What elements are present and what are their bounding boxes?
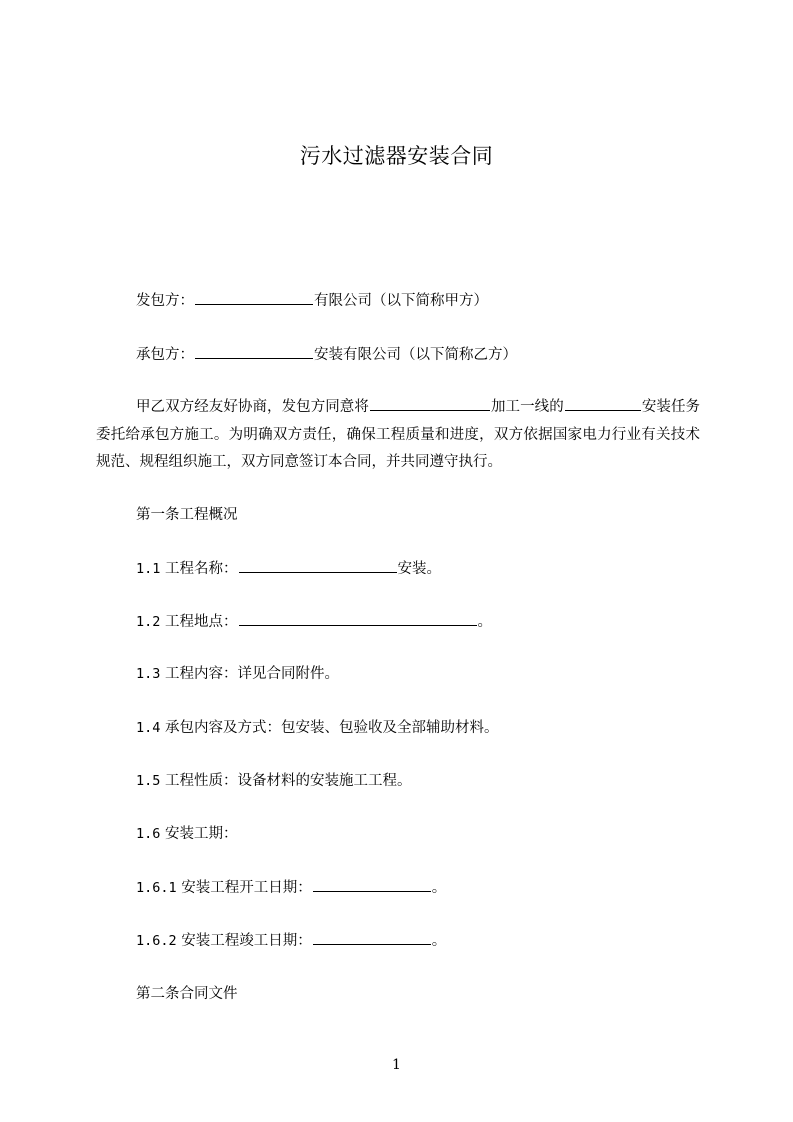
item-1-3 [136,663,339,685]
item-1-5-number: 1.5 [136,773,161,789]
intro-paragraph [96,394,700,477]
item-1-6-number: 1.6 [136,826,161,842]
item-1-3-number: 1.3 [136,666,161,682]
item-1-4-number: 1.4 [136,720,161,736]
item-1-6-1-number: 1.6.1 [136,880,177,896]
item-1-6-1-suffix: 。 [431,880,447,896]
item-1-1 [136,557,441,580]
item-1-1-label: 工程名称： [165,561,238,577]
item-1-6-2 [136,929,446,952]
item-1-6-text: 安装工期： [165,826,238,842]
article-1-heading: 第一条工程概况 [136,507,238,523]
party-b-suffix: 安装有限公司（以下简称乙方） [314,347,517,363]
intro-blank-1 [370,395,490,411]
item-1-1-number: 1.1 [136,561,161,577]
intro-part2: 加工一线的 [490,399,564,415]
party-b-blank [195,343,313,359]
item-1-2-suffix: 。 [477,614,492,630]
party-a-line [136,289,488,312]
party-a-blank [195,289,313,305]
document-title: 污水过滤器安装合同 [299,144,494,168]
item-1-2-label: 工程地点： [165,614,238,630]
item-1-6 [136,823,238,845]
article-2-heading: 第二条合同文件 [136,986,238,1002]
item-1-4-text: 承包内容及方式：包安装、包验收及全部辅助材料。 [165,720,499,736]
item-1-5-text: 工程性质：设备材料的安装施工工程。 [165,773,412,789]
item-1-3-text: 工程内容：详见合同附件。 [165,666,339,682]
item-1-6-1 [136,876,446,899]
intro-part3: 安装任务委托给承包方施工。为明确双方责任，确保工程质量和进度，双方依据国家电力行业有关技术规范、规程组织施工，双方同意签订本合同，并共同遵守执行。 [96,399,701,470]
project-name-blank [239,557,397,573]
item-1-6-2-label: 安装工程竣工日期： [181,933,312,949]
item-1-1-suffix: 安装。 [397,561,441,577]
item-1-2-number: 1.2 [136,614,161,630]
page-number: 1 [392,1057,401,1073]
item-1-2 [136,610,492,633]
project-location-blank [239,610,477,626]
item-1-6-1-label: 安装工程开工日期： [181,880,312,896]
completion-date-blank [313,929,431,945]
item-1-6-2-number: 1.6.2 [136,933,177,949]
item-1-6-2-suffix: 。 [431,933,447,949]
intro-blank-2 [565,395,641,411]
intro-part1: 甲乙双方经友好协商，发包方同意将 [136,399,369,415]
item-1-5 [136,770,412,792]
item-1-4 [136,717,499,739]
party-a-label: 发包方： [136,293,194,309]
party-b-label: 承包方： [136,347,194,363]
party-b-line [136,343,517,366]
party-a-suffix: 有限公司（以下简称甲方） [314,293,488,309]
start-date-blank [313,876,431,892]
